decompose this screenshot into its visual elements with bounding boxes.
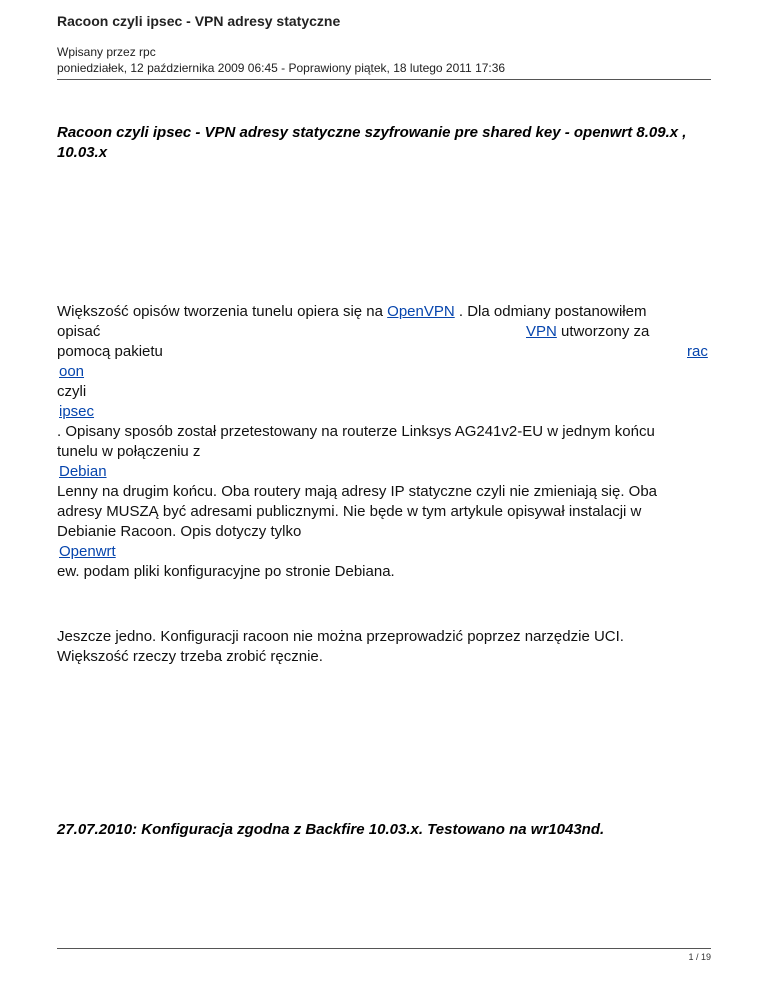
link-vpn[interactable]: VPN	[526, 323, 557, 340]
intro-line-10-text: Lenny na drugim końcu. Oba routery mają adresy IP statyczne czyli nie zmieniają się. Oba	[57, 483, 658, 500]
footer-divider	[57, 948, 711, 949]
intro-line-5	[57, 382, 86, 402]
intro-line-2-right	[526, 322, 649, 342]
date-line: poniedziałek, 12 października 2009 06:45 - Poprawiony piątek, 18 lutego 2011 17:36	[57, 61, 506, 75]
uci-note-line-1: Jeszcze jedno. Konfiguracji racoon nie można przeprowadzić poprzez narzędzie UCI.	[57, 628, 624, 645]
author-line: Wpisany przez rpc	[57, 45, 156, 59]
intro-line-14	[57, 562, 395, 582]
intro-line-7-text: . Opisany sposób został przetestowany na routerze Linksys AG241v2-EU w jednym końcu	[57, 423, 655, 440]
intro-line-1-text: Większość opisów tworzenia tunelu opiera się na	[57, 303, 388, 320]
link-ipsec[interactable]: ipsec	[59, 403, 95, 420]
link-openvpn[interactable]: OpenVPN	[387, 303, 455, 320]
intro-line-3-right	[687, 342, 708, 362]
intro-line-12	[57, 522, 301, 542]
link-openwrt[interactable]: Openwrt	[59, 543, 116, 560]
document-page	[57, 0, 711, 994]
intro-line-2-tail: utworzony za	[556, 323, 650, 340]
intro-line-11	[57, 502, 641, 522]
paragraph-uci-note	[57, 627, 711, 667]
intro-line-2	[57, 322, 100, 342]
article-heading: Racoon czyli ipsec - VPN adresy statyczne szyfrowanie pre shared key - openwrt 8.09.x , 10.03.x	[57, 124, 687, 161]
intro-line-1-tail: . Dla odmiany postanowiłem	[454, 303, 647, 320]
document-title: Racoon czyli ipsec - VPN adresy statyczne	[57, 13, 341, 29]
link-racoon-part2[interactable]: oon	[59, 363, 85, 380]
update-heading: 27.07.2010: Konfiguracja zgodna z Backfire 10.03.x. Testowano na wr1043nd.	[57, 821, 605, 838]
article-meta	[57, 44, 505, 76]
intro-line-6	[59, 402, 94, 422]
intro-line-13	[59, 542, 116, 562]
intro-line-10	[57, 482, 657, 502]
intro-line-11-text: adresy MUSZĄ być adresami publicznymi. Nie będe w tym artykule opisywał instalacji w	[57, 503, 642, 520]
intro-line-7	[57, 422, 655, 442]
uci-note-line-2: Większość rzeczy trzeba zrobić ręcznie.	[57, 648, 323, 665]
intro-line-8	[57, 442, 200, 462]
intro-line-5-text: czyli	[57, 383, 87, 400]
intro-line-3	[57, 342, 163, 362]
intro-line-1	[57, 302, 646, 322]
link-debian[interactable]: Debian	[59, 463, 107, 480]
link-racoon-part1[interactable]: rac	[687, 343, 708, 360]
intro-line-8-text: tunelu w połączeniu z	[57, 443, 201, 460]
intro-line-2-text: opisać	[57, 323, 101, 340]
header-divider	[57, 79, 711, 80]
intro-line-14-text: ew. podam pliki konfiguracyjne po stronie Debiana.	[57, 563, 395, 580]
intro-line-9	[59, 462, 107, 482]
paragraph-intro	[57, 302, 711, 592]
intro-line-4	[59, 362, 84, 382]
intro-line-3-text: pomocą pakietu	[57, 343, 163, 360]
page-number: 1 / 19	[688, 952, 711, 962]
intro-line-12-text: Debianie Racoon. Opis dotyczy tylko	[57, 523, 302, 540]
